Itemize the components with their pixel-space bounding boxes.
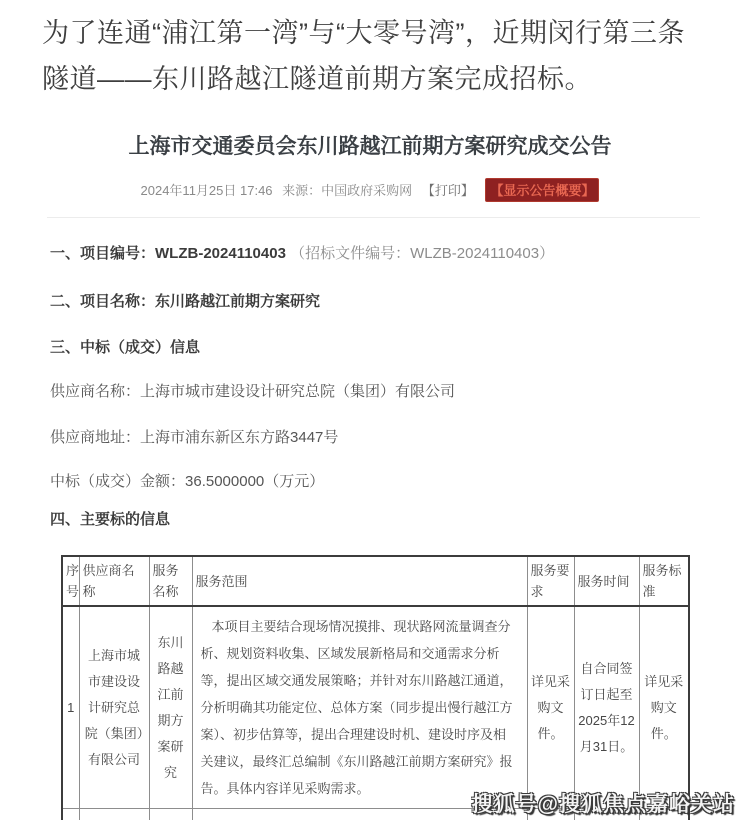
supplier-address-line [50, 429, 700, 446]
col-header-service-name: 服务名称 [149, 556, 192, 606]
supplier-name-label: 供应商名称： [50, 383, 141, 400]
table-row [62, 606, 689, 809]
section-award-info: 三、中标（成交）信息 [50, 339, 201, 356]
supplier-address-value: 上海市浦东新区东方路3447号 [140, 429, 339, 446]
cell-service-scope: 本项目主要结合现场情况摸排、现状路网流量调查分析、规划资料收集、区域发展新格局和交通需求分析等，提出区域交通发展策略；并针对东川路越江通道，分析明确其功能定位、总体方案（同步提出慢行越江方案）、初步估算等，提出合理建设时机、建设时序及相关建议，最终汇总编制《东川路越江前期方案研究》报告。具体内容详见采购需求。 [192, 606, 527, 809]
col-header-supplier: 供应商名称 [79, 556, 149, 606]
cell-service-name: 东川路越江前期方案研究 [149, 606, 192, 809]
project-number-note: （招标文件编号：WLZB-2024110403） [290, 245, 555, 262]
sohu-watermark: 搜狐号@搜狐焦点嘉峪关站 [471, 793, 735, 816]
announcement-body [0, 245, 740, 528]
award-amount-line [50, 473, 700, 490]
cell-no: 1 [62, 606, 79, 809]
cell-service-time: 自合同签订日起至2025年12月31日。 [574, 606, 639, 809]
meta-source: 来源：中国政府采购网 [282, 183, 413, 198]
article-headline: 为了连通“浦江第一湾”与“大零号湾”，近期闵行第三条隧道——东川路越江隧道前期方案完成招标。 [42, 18, 685, 94]
col-header-service-requirement: 服务要求 [527, 556, 574, 606]
meta-datetime: 2024年11月25日 17:46 [140, 183, 273, 198]
show-summary-button[interactable]: 【显示公告概要】 [485, 178, 599, 202]
announcement-title: 上海市交通委员会东川路越江前期方案研究成交公告 [128, 135, 612, 158]
cell-supplier: 上海市城市建设设计研究总院（集团）有限公司 [79, 606, 149, 809]
award-amount-label: 中标（成交）金额： [50, 473, 186, 490]
supplier-address-label: 供应商地址： [50, 429, 141, 446]
col-header-no: 序号 [62, 556, 79, 606]
cell-service-standard: 详见采购文件。 [639, 606, 689, 809]
announcement-meta [0, 178, 740, 202]
supplier-name-value: 上海市城市建设设计研究总院（集团）有限公司 [140, 383, 456, 400]
table-header-row [62, 556, 689, 606]
supplier-name-line [50, 383, 700, 400]
subject-info-table [61, 555, 690, 820]
section-project-name: 二、项目名称：东川路越江前期方案研究 [50, 293, 321, 310]
col-header-service-standard: 服务标准 [639, 556, 689, 606]
section-main-subject: 四、主要标的信息 [50, 511, 171, 528]
col-header-service-scope: 服务范围 [192, 556, 527, 606]
print-button[interactable]: 【打印】 [421, 183, 474, 198]
project-number-label: 一、项目编号： [50, 245, 156, 262]
meta-divider [47, 217, 700, 218]
cell-service-requirement: 详见采购文件。 [527, 606, 574, 809]
project-number-value: WLZB-2024110403 [155, 245, 286, 262]
award-amount-value: 36.5000000（万元） [185, 473, 325, 490]
col-header-service-time: 服务时间 [574, 556, 639, 606]
section-project-number [50, 245, 700, 262]
